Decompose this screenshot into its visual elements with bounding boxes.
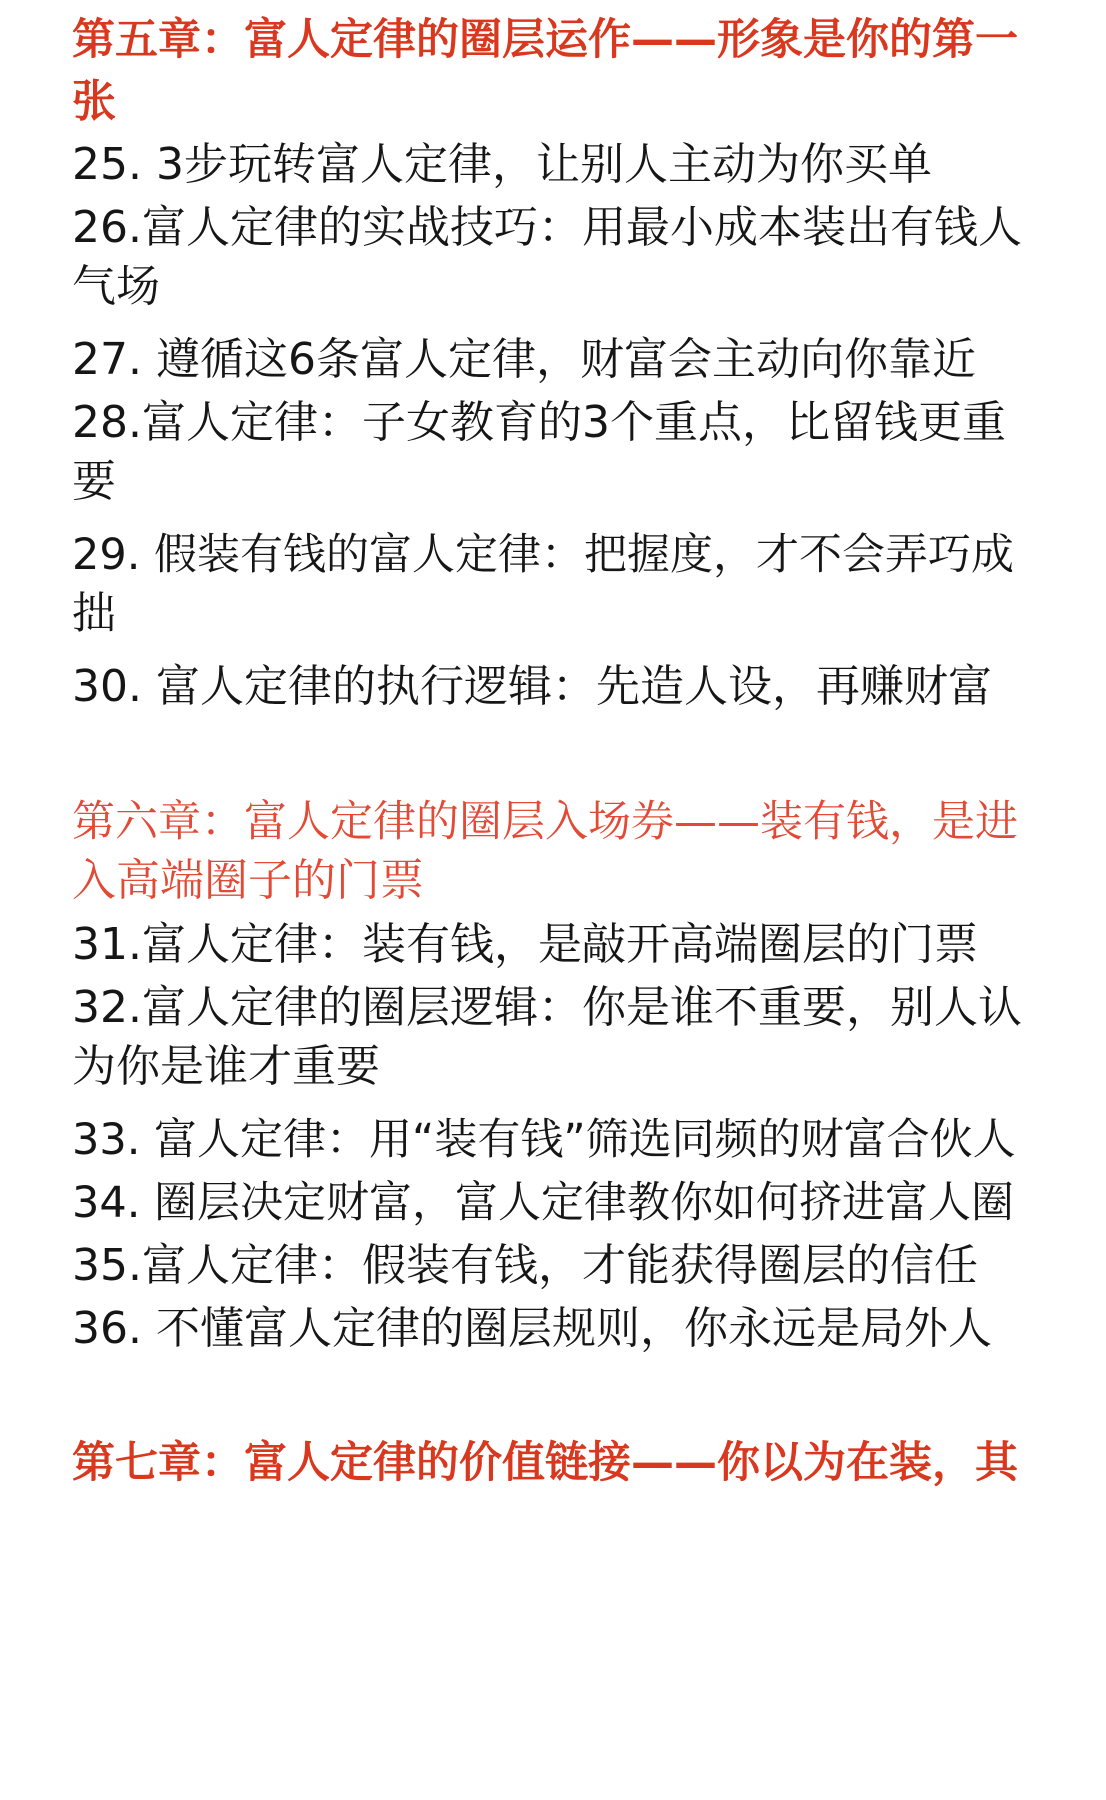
chapter-5-title-line-1: 第五章：富人定律的圈层运作——形象是你的第一 xyxy=(72,15,1018,65)
chapter-7-title-line-1: 第七章：富人定律的价值链接——你以为在装，其 xyxy=(72,1438,1018,1488)
item-29-line-2: 拙 xyxy=(72,588,116,639)
item-25: 25. 3步玩转富人定律，让别人主动为你买单 xyxy=(72,139,932,190)
item-36: 36. 不懂富人定律的圈层规则，你永远是局外人 xyxy=(72,1303,992,1354)
item-31: 31.富人定律：装有钱，是敲开高端圈层的门票 xyxy=(72,919,978,970)
item-32-line-2: 为你是谁才重要 xyxy=(72,1041,380,1092)
item-33: 33. 富人定律：用“装有钱”筛选同频的财富合伙人 xyxy=(72,1115,1016,1165)
item-28-line-1: 28.富人定律：子女教育的3个重点，比留钱更重 xyxy=(72,397,1006,448)
chapter-6-title-line-1: 第六章：富人定律的圈层入场券——装有钱，是进 xyxy=(72,797,1018,847)
item-27: 27. 遵循这6条富人定律，财富会主动向你靠近 xyxy=(72,334,976,385)
chapter-6-title-line-2: 入高端圈子的门票 xyxy=(72,855,424,906)
chapter-5-title-line-2: 张 xyxy=(72,76,116,127)
item-26-line-1: 26.富人定律的实战技巧：用最小成本装出有钱人 xyxy=(72,202,1022,253)
item-34: 34. 圈层决定财富，富人定律教你如何挤进富人圈 xyxy=(72,1178,1015,1228)
item-28-line-2: 要 xyxy=(72,456,116,507)
item-35: 35.富人定律：假装有钱，才能获得圈层的信任 xyxy=(72,1240,978,1291)
item-30: 30. 富人定律的执行逻辑：先造人设，再赚财富 xyxy=(72,661,992,712)
item-32-line-1: 32.富人定律的圈层逻辑：你是谁不重要，别人认 xyxy=(72,982,1022,1033)
item-26-line-2: 气场 xyxy=(72,261,160,312)
item-29-line-1: 29. 假装有钱的富人定律：把握度，才不会弄巧成 xyxy=(72,530,1015,580)
